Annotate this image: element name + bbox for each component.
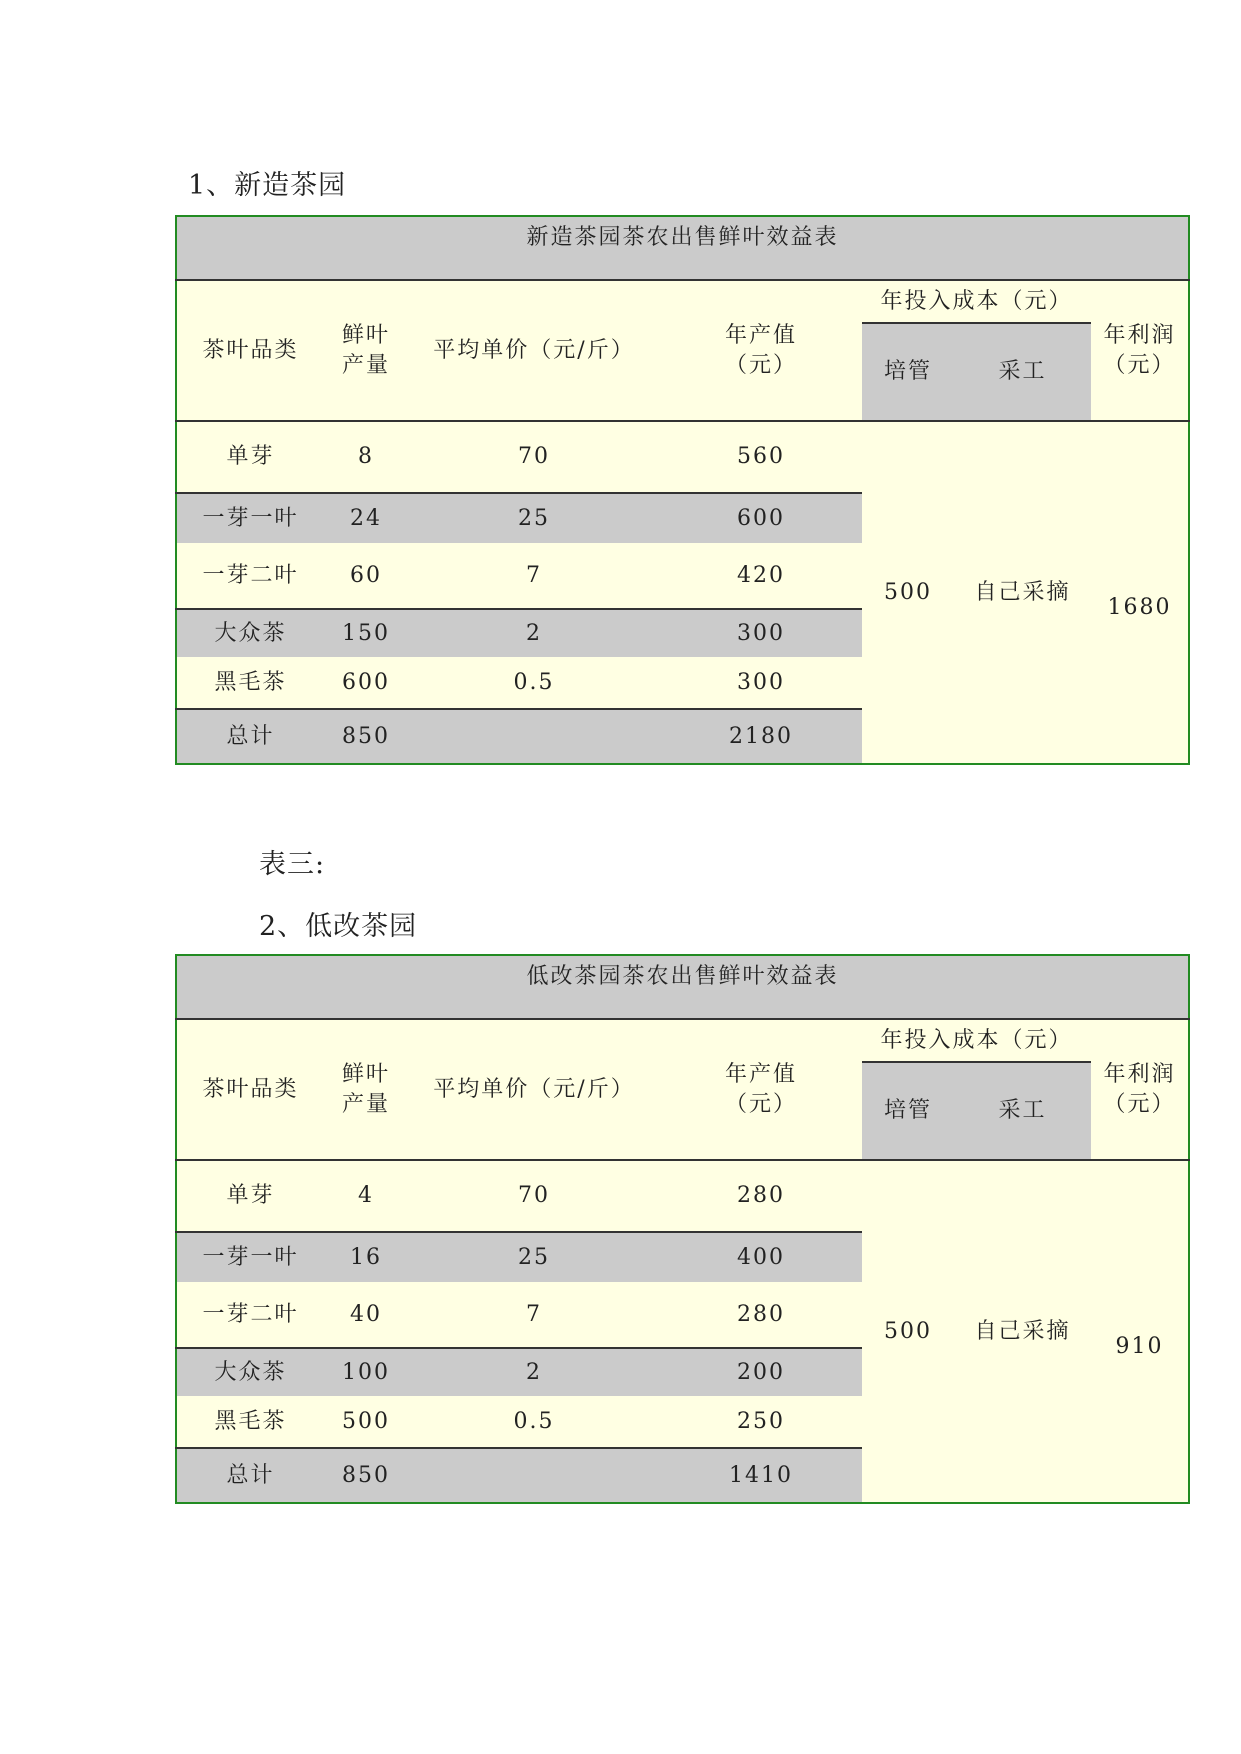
- cell-price: [408, 1448, 660, 1503]
- cell-price: 0.5: [408, 657, 660, 709]
- cell-output: 280: [660, 1282, 862, 1348]
- cell-yield: 24: [324, 493, 408, 543]
- table-row: [176, 1160, 1189, 1232]
- cell-price: 7: [408, 1282, 660, 1348]
- cell-price: 25: [408, 493, 660, 543]
- cell-profit: 910: [1091, 1160, 1189, 1503]
- cell-output: 420: [660, 543, 862, 609]
- cell-category: 总计: [176, 1448, 324, 1503]
- header-cultivation: 培管: [862, 1062, 954, 1160]
- cell-output: 250: [660, 1396, 862, 1448]
- cell-category: 大众茶: [176, 1348, 324, 1396]
- table-title: 新造茶园茶农出售鲜叶效益表: [176, 216, 1189, 280]
- cell-price: 0.5: [408, 1396, 660, 1448]
- header-cultivation: 培管: [862, 323, 954, 421]
- cell-yield: 850: [324, 1448, 408, 1503]
- cell-price: 2: [408, 609, 660, 657]
- cell-yield: 16: [324, 1232, 408, 1282]
- cell-picking-cost: 自己采摘: [954, 421, 1091, 764]
- header-yield: 鲜叶产量: [324, 1019, 408, 1160]
- cell-price: [408, 709, 660, 764]
- cell-yield: 500: [324, 1396, 408, 1448]
- cell-price: 25: [408, 1232, 660, 1282]
- header-category: 茶叶品类: [176, 1019, 324, 1160]
- table-caption: 表三:: [259, 849, 326, 880]
- section-heading-low-improved-garden: 2、低改茶园: [259, 911, 418, 942]
- cell-cultivation-cost: 500: [862, 1160, 954, 1503]
- cell-price: 2: [408, 1348, 660, 1396]
- header-price: 平均单价（元/斤）: [408, 1019, 660, 1160]
- cell-picking-cost: 自己采摘: [954, 1160, 1091, 1503]
- header-picking: 采工: [954, 323, 1091, 421]
- cell-output: 400: [660, 1232, 862, 1282]
- table-title: 低改茶园茶农出售鲜叶效益表: [176, 955, 1189, 1019]
- header-category: 茶叶品类: [176, 280, 324, 421]
- header-picking: 采工: [954, 1062, 1091, 1160]
- cell-category: 一芽一叶: [176, 1232, 324, 1282]
- cell-yield: 40: [324, 1282, 408, 1348]
- cell-output: 600: [660, 493, 862, 543]
- cell-price: 70: [408, 1160, 660, 1232]
- header-cost: 年投入成本（元）: [862, 280, 1091, 323]
- cell-output: 200: [660, 1348, 862, 1396]
- benefit-table-low-improved-garden: [175, 954, 1190, 1504]
- cell-yield: 100: [324, 1348, 408, 1396]
- cell-category: 一芽二叶: [176, 543, 324, 609]
- cell-category: 大众茶: [176, 609, 324, 657]
- table-row: [176, 421, 1189, 493]
- cell-category: 黑毛茶: [176, 1396, 324, 1448]
- cell-yield: 850: [324, 709, 408, 764]
- header-profit: 年利润（元）: [1091, 1019, 1189, 1160]
- cell-output: 280: [660, 1160, 862, 1232]
- cell-category: 单芽: [176, 1160, 324, 1232]
- cell-output: 560: [660, 421, 862, 493]
- cell-yield: 60: [324, 543, 408, 609]
- cell-output: 2180: [660, 709, 862, 764]
- benefit-table-new-garden: [175, 215, 1190, 765]
- cell-profit: 1680: [1091, 421, 1189, 764]
- cell-price: 70: [408, 421, 660, 493]
- header-yield: 鲜叶产量: [324, 280, 408, 421]
- cell-yield: 8: [324, 421, 408, 493]
- cell-cultivation-cost: 500: [862, 421, 954, 764]
- cell-yield: 4: [324, 1160, 408, 1232]
- cell-price: 7: [408, 543, 660, 609]
- header-output: 年产值（元）: [660, 280, 862, 421]
- cell-output: 1410: [660, 1448, 862, 1503]
- cell-category: 单芽: [176, 421, 324, 493]
- cell-output: 300: [660, 657, 862, 709]
- header-profit: 年利润（元）: [1091, 280, 1189, 421]
- header-price: 平均单价（元/斤）: [408, 280, 660, 421]
- cell-yield: 150: [324, 609, 408, 657]
- cell-yield: 600: [324, 657, 408, 709]
- cell-category: 一芽二叶: [176, 1282, 324, 1348]
- cell-category: 总计: [176, 709, 324, 764]
- cell-category: 黑毛茶: [176, 657, 324, 709]
- section-heading-new-garden: 1、新造茶园: [188, 170, 347, 201]
- header-cost: 年投入成本（元）: [862, 1019, 1091, 1062]
- cell-output: 300: [660, 609, 862, 657]
- header-output: 年产值（元）: [660, 1019, 862, 1160]
- cell-category: 一芽一叶: [176, 493, 324, 543]
